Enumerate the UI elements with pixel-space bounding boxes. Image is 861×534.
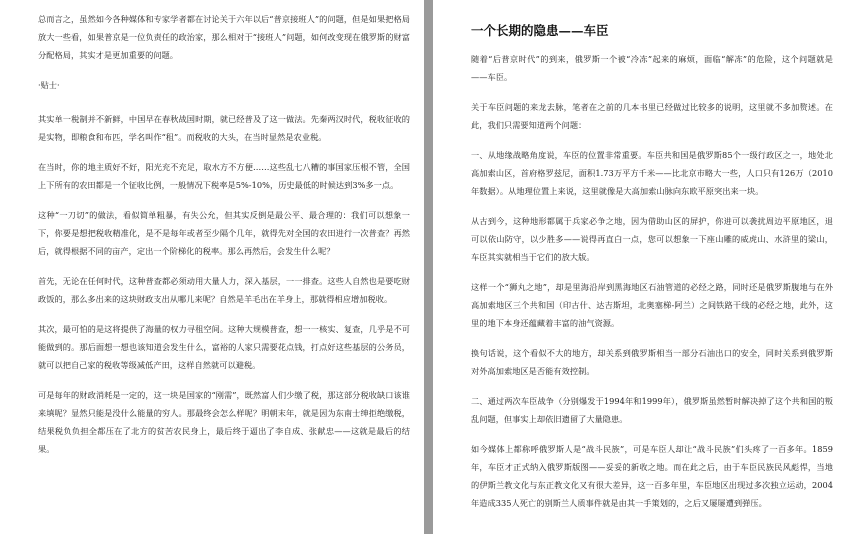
left-paragraph-5: 其次，最可怕的是这将提供了海量的权力寻租空间。这种大规模普查，想一一核实、复查，几乎是不可能做到的。那后面想一想也该知道会发生什么，富裕的人家只需要花点钱，打点好这些基层的公务员，就可以把自己家的税收等级减低产田，这样自然就可以避税。 bbox=[38, 324, 410, 370]
left-paragraph-3: 这种“一刀切”的做法，看似简单粗暴，有失公允，但其实反倒是最公平、最合理的：我们可以想象一下，你要是想把税收精准化，是不是每年或者至少隔个几年，就得先对全国的农田进行一次普查？再然后，就得根据不同的亩产，定出一个阶梯化的税率。那么再然后，会发生什么呢？ bbox=[38, 210, 410, 256]
right-paragraph-3: 从古到今，这种地形都属于兵家必争之地，因为借助山区的屏护，你进可以袭扰周边平原地区，退可以依山防守，以少胜多——说得再直白一点，您可以想象一下座山雕的威虎山、水浒里的梁山，车臣其实就相当于它们的放大版。 bbox=[471, 216, 833, 262]
right-paragraph-1: 关于车臣问题的来龙去脉，笔者在之前的几本书里已经做过比较多的说明，这里就不多加赘述。在此，我们只需要知道两个问题： bbox=[471, 102, 833, 130]
right-paragraph-6: 二、通过两次车臣战争（分别爆发于1994年和1999年），俄罗斯虽然暂时解决掉了这个共和国的叛乱问题，但事实上却依旧遗留了大量隐患。 bbox=[471, 396, 833, 424]
right-page bbox=[433, 0, 861, 534]
left-paragraph-6: 可是每年的财政消耗是一定的，这一块是国家的“刚需”，既然富人们少缴了税，那这部分税收缺口该谁来填呢？显然只能是没什么能量的穷人。那最终会怎么样呢？明朝末年，就是因为东南士绅拒绝缴税，结果税负负担全都压在了北方的贫苦农民身上，最后终于逼出了李自成、张献忠——这就是最后的结果。 bbox=[38, 390, 410, 454]
right-paragraph-0: 随着“后普京时代”的到来，俄罗斯一个被“冷冻”起来的麻烦，面临“解冻”的危险，这个问题就是——车臣。 bbox=[471, 54, 833, 82]
left-paragraph-2: 在当时，你的地主质好不好，阳光充不充足，取水方不方便……这些乱七八糟的事国家压根不管，全国上下所有的农田都是一个征收比例，一般情况下税率是5%-10%，历史最低的时候达到3%多一点。 bbox=[38, 162, 410, 190]
right-paragraph-2: 一、从地缘战略角度说，车臣的位置非常重要。车臣共和国是俄罗斯85个一级行政区之一，地处北高加索山区，首府格罗兹尼，面积1.73万平方千米——比北京市略大一些，人口只有126万（2010年数据）。从地理位置上来说，这里就像是大高加索山脉向东欧平原突出来一块。 bbox=[471, 150, 833, 196]
right-paragraph-5: 换句话说，这个看似不大的地方，却关系到俄罗斯相当一部分石油出口的安全，同时关系到俄罗斯对外高加索地区是否能有效控制。 bbox=[471, 348, 833, 376]
chapter-title: 一个长期的隐患——车臣 bbox=[471, 23, 609, 38]
left-paragraph-0: 总而言之，虽然如今各种媒体和专家学者都在讨论关于六年以后“普京接班人”的问题，但是如果把格局放大一些看，如果普京是一位负责任的政治家，那么相对于“接班人”问题，如何改变现在俄罗斯的财富分配格局，其实才是更加重要的问题。 bbox=[38, 14, 410, 60]
right-paragraph-4: 这样一个“狮丸之地”，却是里海沿岸到黑海地区石油管道的必经之路，同时还是俄罗斯腹地与在外高加索地区三个共和国（印古什、达吉斯坦，北奥塞梯-阿兰）之间铁路干线的必经之地，此外，这里的地下本身还蕴藏着丰富的油气资源。 bbox=[471, 282, 833, 328]
left-paragraph-4: 首先，无论在任何时代，这种普查都必须动用大量人力，深入基层，一一排查。这些人自然也是要吃财政饭的，那么多出来的这块财政支出从哪儿来呢？自然是羊毛出在羊身上，那就得相应增加税收。 bbox=[38, 276, 410, 304]
left-paragraph-1: 其实单一税制并不新鲜，中国早在春秋战国时期，就已经普及了这一做法。先秦两汉时代，税收征收的是实物，即粮食和布匹，学名叫作“租”。而税收的大头，在当时显然是农业税。 bbox=[38, 114, 410, 142]
left-page bbox=[0, 0, 424, 534]
tips-heading: ·贴士· bbox=[38, 80, 60, 90]
right-paragraph-7: 如今媒体上都称呼俄罗斯人是“战斗民族”，可是车臣人却让“战斗民族”们头疼了一百多年。1859年，车臣才正式纳入俄罗斯版图——妥妥的新收之地。而在此之后，由于车臣民族民风彪悍，当地的伊斯兰教文化与东正教文化又有很大差异，这一百多年里，车臣地区出现过多次独立运动，2004年造成335人死亡的别斯兰人质事件就是由其一手策划的，之后又屡屡遭到弹压。 bbox=[471, 444, 833, 508]
